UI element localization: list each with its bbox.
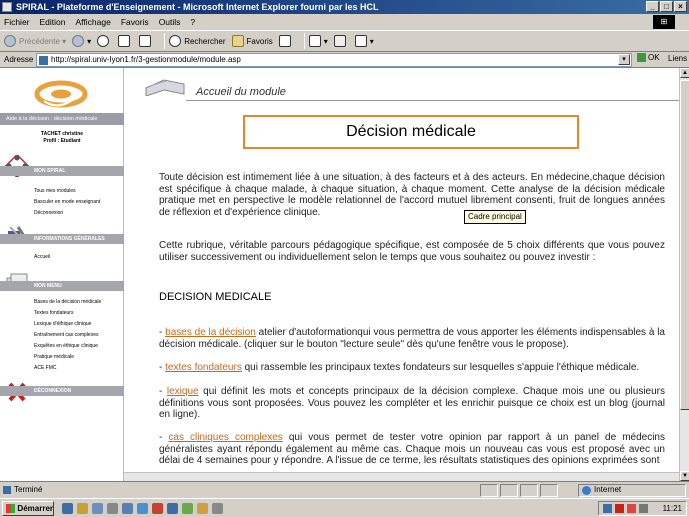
- address-url: http://spiral.univ-lyon1.fr/3-gestionmodule/module.asp: [51, 55, 241, 64]
- ie-app-icon: [2, 2, 12, 12]
- internet-globe-icon: [582, 486, 591, 495]
- item-text: qui vous permet de tester votre opinion par rapport à un panel de médecins généralistes ayant répondu également au même cas. Chaque mois un nouveau cas vous est proposé avec un délai de 4 semaines pour y répondre. A l'issue de ce terme, les résultats statistiques des opinions exprimées sont: [159, 432, 665, 466]
- address-label: Adresse: [4, 55, 34, 64]
- module-divider: [186, 100, 679, 101]
- start-button[interactable]: Démarrer: [2, 501, 54, 516]
- print-button[interactable]: [334, 35, 349, 47]
- system-tray: [598, 501, 687, 516]
- sidebar-item-mode-enseignant[interactable]: Basculer en mode enseignant: [34, 199, 101, 205]
- menu-outils[interactable]: Outils: [158, 17, 181, 27]
- menu-edition[interactable]: Edition: [39, 17, 66, 27]
- scroll-up-arrow-icon[interactable]: ▲: [680, 68, 689, 78]
- sidebar-section-deconnexion[interactable]: DÉCONNEXION: [0, 386, 124, 396]
- print-icon: [334, 35, 346, 47]
- edit-icon: [355, 35, 367, 47]
- tray-acrobat-icon[interactable]: [627, 504, 636, 513]
- quick-launch-ie-icon[interactable]: [62, 503, 73, 514]
- home-icon: [139, 35, 151, 47]
- scroll-thumb[interactable]: [680, 80, 689, 410]
- spiral-logo-icon: [34, 78, 88, 108]
- mail-button[interactable]: ▾: [309, 35, 328, 47]
- search-button[interactable]: Rechercher: [169, 35, 225, 47]
- sidebar-item-pratique-medicale[interactable]: Pratique médicale: [34, 354, 75, 360]
- horizontal-scrollbar[interactable]: [124, 472, 679, 481]
- address-dropdown-button[interactable]: ▾: [618, 54, 630, 65]
- task-button-icon[interactable]: [212, 503, 223, 514]
- list-item: - lexique qui définit les mots et concepts principaux de la décision complexe. Chaque mois une ou plusieurs définitions vous sont proposées. Vous pouvez les compléter et les enrichir puisque ce choix est un blog (journal en ligne).: [159, 386, 665, 420]
- menu-fichier[interactable]: Fichier: [4, 17, 30, 27]
- minimize-button[interactable]: _: [646, 1, 659, 12]
- list-item: - cas cliniques complexes qui vous permet de tester votre opinion par rapport à un panel de médecins généralistes ayant répondu également au même cas. Chaque mois un nouveau cas vous est proposé avec un délai de 4 semaines pour y répondre. A l'issue de ce terme, les résultats statistiques des opinions exprimées sont: [159, 432, 665, 466]
- quick-launch-app-icon[interactable]: [107, 503, 118, 514]
- quick-launch-desktop-icon[interactable]: [92, 503, 103, 514]
- frame-tooltip: Cadre principal: [464, 210, 526, 224]
- favorites-button[interactable]: Favoris: [232, 35, 273, 47]
- maximize-button[interactable]: □: [660, 1, 673, 12]
- forward-arrow-icon: [72, 35, 84, 47]
- go-arrow-icon: [637, 53, 646, 62]
- menu-affichage[interactable]: Affichage: [75, 17, 111, 27]
- windows-logo-icon: ⊞: [653, 15, 675, 29]
- edit-button[interactable]: ▾: [355, 35, 374, 47]
- sidebar-item-deconnexion-link[interactable]: Déconnexion: [34, 210, 64, 216]
- tray-volume-icon[interactable]: [639, 504, 648, 513]
- user-info: [0, 131, 124, 145]
- address-input[interactable]: [36, 53, 632, 67]
- menu-favoris[interactable]: Favoris: [120, 17, 149, 27]
- quick-launch-outlook-icon[interactable]: [77, 503, 88, 514]
- sidebar-item-cas-complexes[interactable]: Entraînement cas complexes: [34, 332, 99, 338]
- task-button-icon[interactable]: [197, 503, 208, 514]
- task-button-icon[interactable]: [182, 503, 193, 514]
- sidebar-item-ace-fmc[interactable]: ACE FMC: [34, 365, 57, 371]
- address-bar: [0, 52, 689, 68]
- sidebar-item-lexique[interactable]: Lexique d'éthique clinique: [34, 321, 92, 327]
- sidebar-breadcrumb: Aide à la décision : décision médicale: [0, 113, 124, 125]
- sidebar-item-tous-mes-modules[interactable]: Tous mes modules: [34, 188, 76, 194]
- rubric-paragraph: Cette rubrique, véritable parcours pédagogique spécifique, est composée de 5 choix différents que vous pouvez utiliser successivement ou individuellement selon le temps que vous souhaitez ou pouvez investir :: [159, 240, 665, 263]
- page-title: Décision médicale: [243, 115, 579, 149]
- search-icon: [169, 35, 181, 47]
- status-bar: [0, 481, 689, 498]
- links-button[interactable]: Liens: [668, 54, 688, 63]
- sidebar-section-informations-generales: INFORMATIONS GÉNÉRALES: [0, 234, 124, 244]
- toolbar: [0, 30, 689, 52]
- link-lexique[interactable]: lexique: [166, 386, 199, 397]
- user-profile: Profil : Etudiant: [43, 138, 81, 144]
- status-pane: [520, 484, 538, 497]
- status-pane: [540, 484, 558, 497]
- task-button-icon[interactable]: [152, 503, 163, 514]
- back-arrow-icon: [4, 35, 16, 47]
- stop-icon: [97, 35, 109, 47]
- intro-paragraph: Toute décision est intimement liée à une situation, à des facteurs et à des acteurs. En médecine,chaque décision est spécifique à chaque malade, à chaque situation, à chaque moment. Cette analyse de la décision médicale pratique met en perspective le modèle relationnel de l'accord mutuel librement consenti, fruit de longues années de réflexion et d'expérience clinique.: [159, 172, 665, 218]
- sidebar-item-enquetes[interactable]: Exquêtes en éthique clinique: [34, 343, 98, 349]
- refresh-button[interactable]: [118, 35, 133, 47]
- taskbar: [0, 498, 689, 517]
- status-pane: [480, 484, 498, 497]
- close-button[interactable]: ×: [674, 1, 687, 12]
- toolbar-separator: [304, 33, 305, 49]
- status-text: Terminé: [14, 485, 43, 494]
- list-item: - bases de la décision atelier d'autoformationqui vous permettra de vous apporter les éléments indispensables à la décision médicale. (cliquer sur le bouton "lecture seule" dès qu'une fenêtre vous le propose).: [159, 327, 665, 350]
- task-button-icon[interactable]: [122, 503, 133, 514]
- section-heading: DECISION MEDICALE: [159, 291, 272, 303]
- task-button-icon[interactable]: [167, 503, 178, 514]
- home-button[interactable]: [139, 35, 154, 47]
- link-textes-fondateurs[interactable]: textes fondateurs: [165, 362, 242, 373]
- favorites-icon: [232, 35, 244, 47]
- menu-help[interactable]: ?: [190, 17, 196, 27]
- scroll-down-arrow-icon[interactable]: ▼: [680, 471, 689, 481]
- tray-clock[interactable]: 11:21: [662, 504, 682, 513]
- main-panel: [124, 68, 679, 481]
- sidebar-section-mon-menu: MON MENU: [0, 281, 124, 291]
- stop-button[interactable]: [97, 35, 112, 47]
- link-bases-decision[interactable]: bases de la décision: [165, 327, 256, 338]
- windows-flag-icon: [6, 504, 15, 513]
- link-cas-cliniques[interactable]: cas cliniques complexes: [168, 432, 283, 443]
- page-done-icon: [3, 486, 11, 494]
- sidebar-item-bases-decision[interactable]: Bases de la décision médicale: [34, 299, 102, 305]
- forward-button[interactable]: ▾: [72, 35, 91, 47]
- history-button[interactable]: [279, 35, 294, 47]
- user-name: TACHET christine: [40, 131, 84, 137]
- module-label: Accueil du module: [196, 86, 286, 98]
- menu-bar: [0, 14, 689, 30]
- tray-antivirus-icon[interactable]: [615, 504, 624, 513]
- tray-network-icon[interactable]: [603, 504, 612, 513]
- history-icon: [279, 35, 291, 47]
- status-pane: [500, 484, 518, 497]
- sidebar-item-accueil[interactable]: Accueil: [34, 254, 51, 260]
- sidebar-item-textes-fondateurs[interactable]: Textes fondateurs: [34, 310, 74, 316]
- item-text: qui rassemble les principaux textes fondateurs sur lesquelles s'appuie l'éthique médicale.: [241, 362, 640, 373]
- window-title-bar: [0, 0, 689, 14]
- back-button[interactable]: Précédente ▾: [4, 35, 66, 47]
- vertical-scrollbar[interactable]: [679, 68, 689, 481]
- refresh-icon: [118, 35, 130, 47]
- task-button-icon[interactable]: [137, 503, 148, 514]
- item-text: atelier d'autoformationqui vous permettra de vous apporter les éléments indispensables à la décision médicale. (cliquer sur le bouton "lecture seule" dès qu'une fenêtre vous le propose).: [159, 327, 665, 350]
- window-title: SPIRAL - Plateforme d'Enseignement - Microsoft Internet Explorer fourni par les HCL: [16, 2, 379, 12]
- page-content: [0, 68, 679, 481]
- zone-text: Internet: [594, 485, 622, 494]
- item-text: qui définit les mots et concepts principaux de la décision complexe. Chaque mois une ou plusieurs définitions vous sont proposées. Vous pouvez les compléter et les enrichir puisque ce choix est un blog (journal en ligne).: [159, 386, 665, 420]
- list-item: - textes fondateurs qui rassemble les principaux textes fondateurs sur lesquelles s'appuie l'éthique médicale.: [159, 362, 640, 373]
- page-icon: [39, 56, 48, 65]
- sidebar-section-mon-spiral: MON SPIRAL: [0, 166, 124, 176]
- go-button[interactable]: OK: [637, 53, 660, 62]
- sidebar: [0, 68, 124, 481]
- toolbar-separator: [164, 33, 165, 49]
- mail-icon: [309, 35, 321, 47]
